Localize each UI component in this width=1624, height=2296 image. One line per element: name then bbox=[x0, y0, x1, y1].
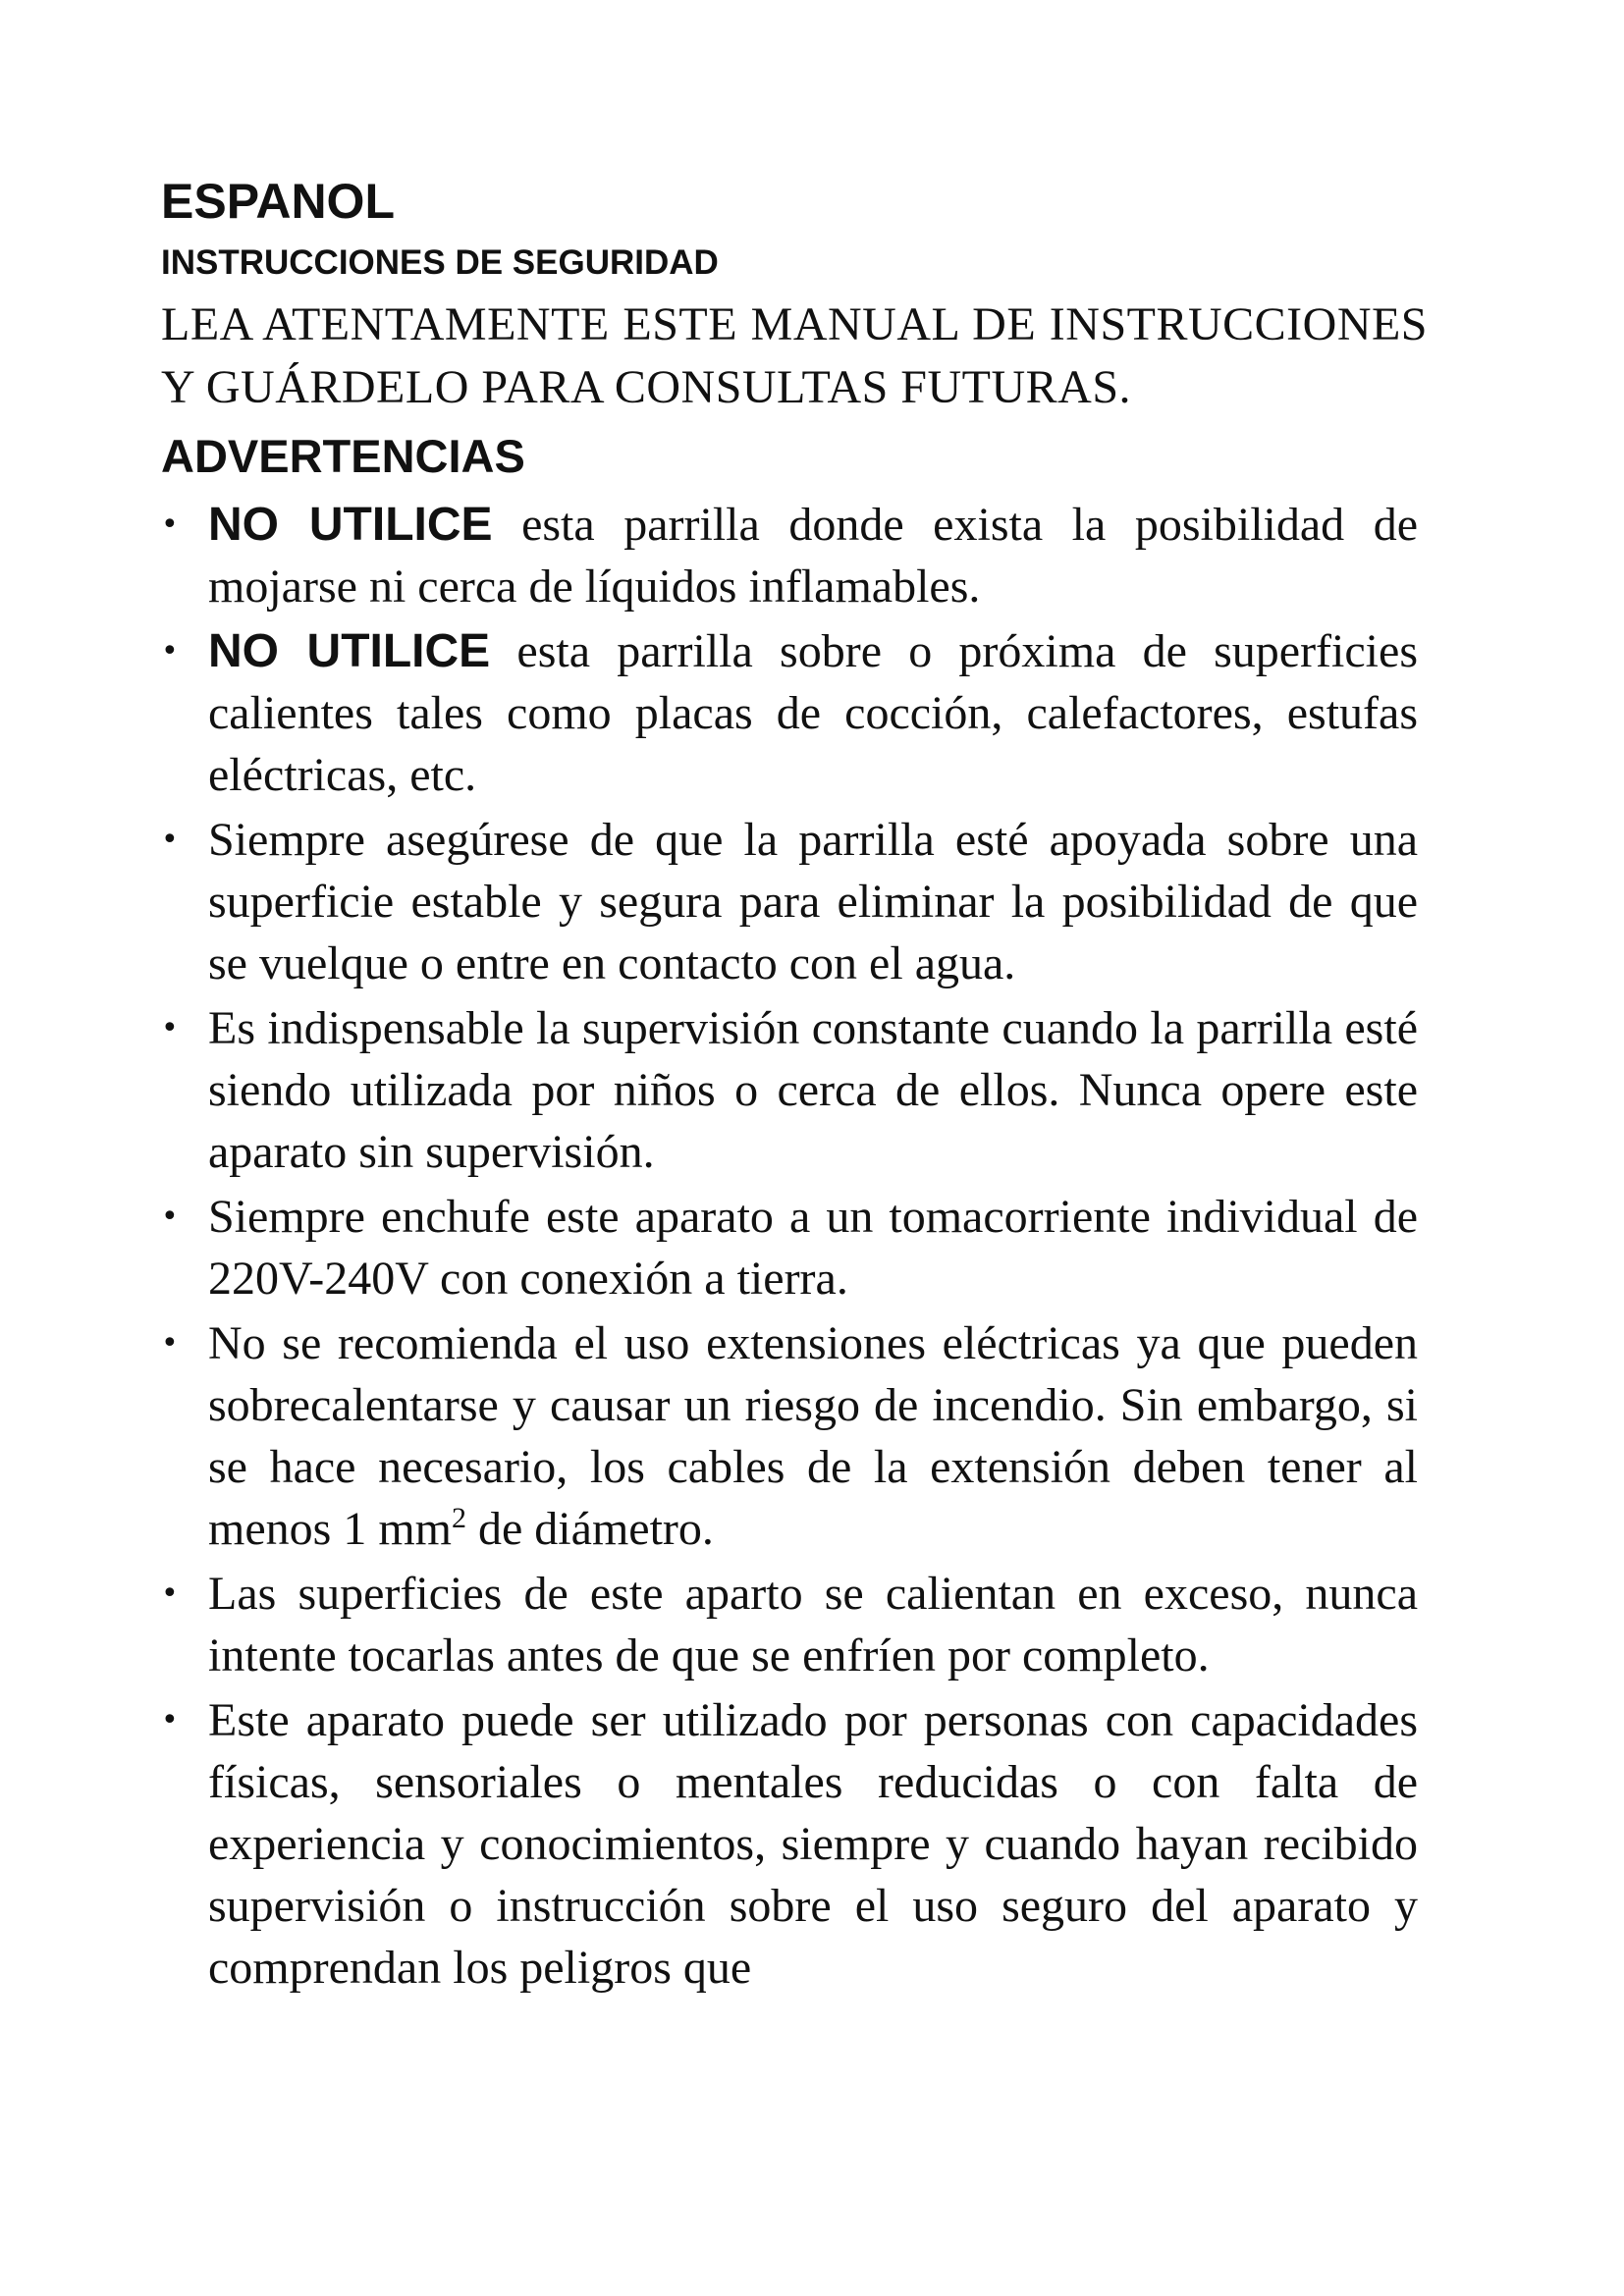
intro-notice: LEA ATENTAMENTE ESTE MANUAL DE INSTRUCCIONES Y GUÁRDELO PARA CONSULTAS FUTURAS. bbox=[161, 298, 1428, 413]
manual-page bbox=[161, 175, 1428, 2002]
warning-text: esta parrilla donde exista la posibilidad de mojarse ni cerca de líquidos inflamables. bbox=[208, 498, 1418, 613]
warning-text: No se recomienda el uso extensiones eléctricas ya que pueden sobrecalentarse y causar un riesgo de incendio. Sin embargo, si se hace necesario, los cables de la extensión deben tener al menos 1 mm bbox=[208, 1316, 1418, 1555]
warning-text: Este aparato puede ser utilizado por personas con capacidades físicas, sensoriales o mentales reducidas o con falta de experiencia y conocimientos, siempre y cuando hayan recibido supervisión o instrucción sobre el uso seguro del aparato y comprendan los peligros que bbox=[208, 1693, 1418, 1994]
section-heading: INSTRUCCIONES DE SEGURIDAD bbox=[161, 243, 719, 282]
warning-emphasis: NO UTILICE bbox=[208, 498, 493, 551]
warning-item bbox=[161, 494, 1418, 617]
warning-item bbox=[161, 1563, 1418, 1686]
warning-item bbox=[161, 1186, 1418, 1309]
warning-text: esta parrilla sobre o próxima de superficies calientes tales como placas de cocción, calefactores, estufas eléctricas, etc. bbox=[208, 624, 1418, 801]
bullet-icon: • bbox=[161, 633, 179, 668]
bullet-icon: • bbox=[161, 822, 179, 857]
warning-text: Siempre enchufe este aparato a un tomacorriente individual de 220V-240V con conexión a tierra. bbox=[208, 1190, 1418, 1305]
superscript: 2 bbox=[452, 1501, 466, 1534]
warning-emphasis: NO UTILICE bbox=[208, 624, 491, 677]
bullet-icon: • bbox=[161, 507, 179, 542]
warning-text: Es indispensable la supervisión constante cuando la parrilla esté siendo utilizada por niños o cerca de ellos. Nunca opere este aparato sin supervisión. bbox=[208, 1001, 1418, 1178]
bullet-icon: • bbox=[161, 1575, 179, 1611]
warning-item bbox=[161, 1689, 1418, 1999]
warning-text: Las superficies de este aparto se calientan en exceso, nunca intente tocarlas antes de que se enfríen por completo. bbox=[208, 1567, 1418, 1682]
warning-text-continued: de diámetro. bbox=[466, 1502, 714, 1555]
bullet-icon: • bbox=[161, 1325, 179, 1361]
bullet-icon: • bbox=[161, 1702, 179, 1737]
bullet-icon: • bbox=[161, 1010, 179, 1045]
warning-item bbox=[161, 809, 1418, 994]
warning-item bbox=[161, 997, 1418, 1183]
warning-text: Siempre asegúrese de que la parrilla esté apoyada sobre una superficie estable y segura para eliminar la posibilidad de que se vuelque o entre en contacto con el agua. bbox=[208, 813, 1418, 989]
warning-item bbox=[161, 1312, 1418, 1560]
warnings-heading: ADVERTENCIAS bbox=[161, 430, 525, 482]
warning-item bbox=[161, 620, 1418, 806]
warnings-list bbox=[161, 494, 1428, 1999]
language-heading: ESPANOL bbox=[161, 174, 395, 229]
bullet-icon: • bbox=[161, 1199, 179, 1234]
